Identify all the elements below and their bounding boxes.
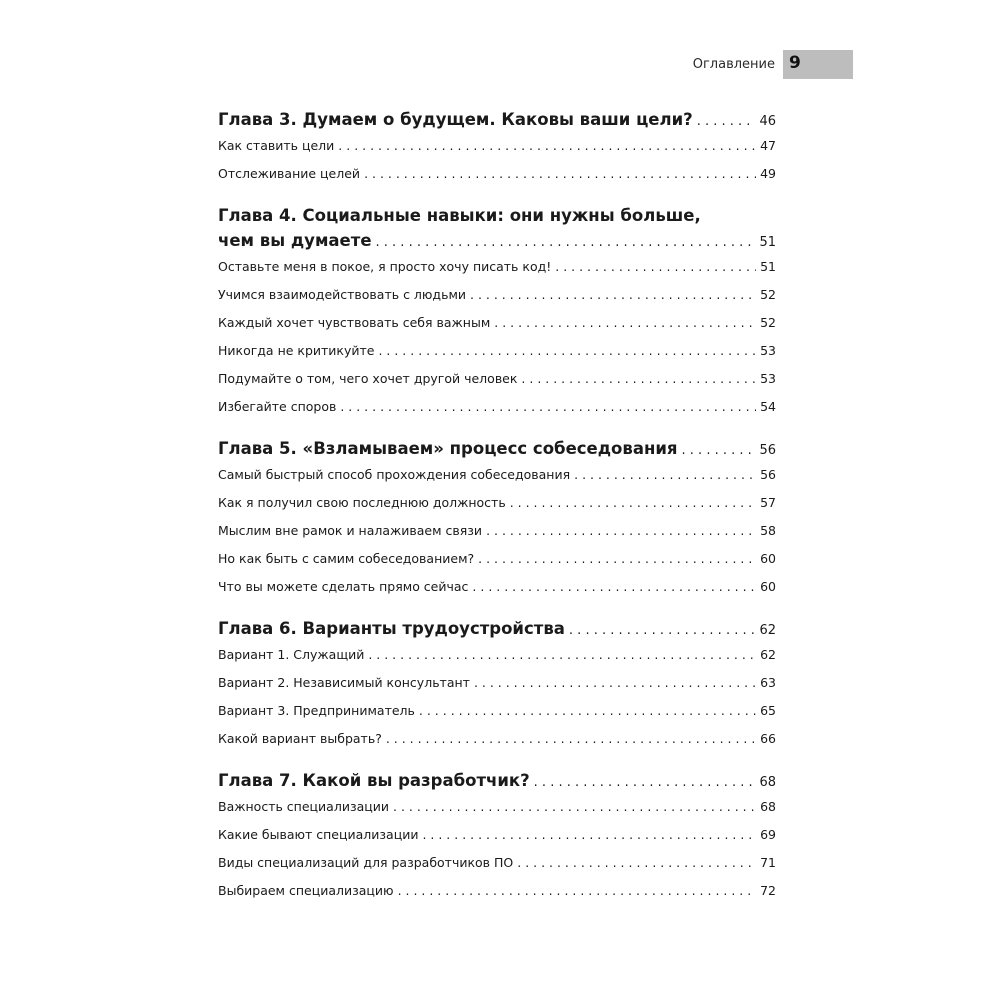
section-entry[interactable] xyxy=(218,545,776,573)
section-title: Вариант 2. Независимый консультант xyxy=(218,675,470,690)
chapter-block xyxy=(218,768,776,905)
dot-leader xyxy=(474,669,756,697)
section-page-number: 65 xyxy=(760,703,776,718)
section-entry[interactable] xyxy=(218,309,776,337)
chapter-title: Глава 6. Варианты трудоустройства xyxy=(218,619,565,638)
running-header-title: Оглавление xyxy=(692,57,775,72)
section-title: Каждый хочет чувствовать себя важным xyxy=(218,315,491,330)
section-title: Важность специализации xyxy=(218,799,390,814)
section-title: Подумайте о том, чего хочет другой человек xyxy=(218,371,518,386)
chapter-page-number: 62 xyxy=(759,623,776,638)
section-page-number: 69 xyxy=(760,827,776,842)
section-page-number: 53 xyxy=(760,371,776,386)
dot-leader xyxy=(386,725,756,753)
section-entry[interactable] xyxy=(218,281,776,309)
section-title: Избегайте споров xyxy=(218,399,337,414)
dot-leader xyxy=(378,337,756,365)
chapter-entry[interactable] xyxy=(218,768,776,793)
section-entry[interactable] xyxy=(218,517,776,545)
section-title: Какой вариант выбрать? xyxy=(218,731,382,746)
section-page-number: 51 xyxy=(760,259,776,274)
dot-leader xyxy=(682,438,756,463)
section-entry[interactable] xyxy=(218,160,776,188)
section-title: Учимся взаимодействовать с людьми xyxy=(218,287,466,302)
section-page-number: 60 xyxy=(760,551,776,566)
section-title: Но как быть с самим собеседованием? xyxy=(218,551,475,566)
page-number: 9 xyxy=(789,53,801,73)
section-title: Вариант 3. Предприниматель xyxy=(218,703,415,718)
section-entry[interactable] xyxy=(218,337,776,365)
section-title: Как я получил свою последнюю должность xyxy=(218,495,506,510)
section-page-number: 54 xyxy=(760,399,776,414)
chapter-block xyxy=(218,203,776,421)
section-title: Никогда не критикуйте xyxy=(218,343,375,358)
chapter-entry[interactable] xyxy=(218,616,776,641)
section-page-number: 68 xyxy=(760,799,776,814)
section-page-number: 60 xyxy=(760,579,776,594)
dot-leader xyxy=(338,132,756,160)
section-page-number: 49 xyxy=(760,166,776,181)
section-page-number: 57 xyxy=(760,495,776,510)
section-entry[interactable] xyxy=(218,461,776,489)
section-entry[interactable] xyxy=(218,641,776,669)
dot-leader xyxy=(472,573,756,601)
dot-leader xyxy=(422,821,756,849)
section-page-number: 66 xyxy=(760,731,776,746)
chapter-block xyxy=(218,616,776,753)
chapter-title-line1[interactable]: Глава 4. Социальные навыки: они нужны больше, xyxy=(218,206,701,225)
dot-leader xyxy=(398,877,757,905)
section-title: Какие бывают специализации xyxy=(218,827,419,842)
chapter-entry[interactable] xyxy=(218,436,776,461)
chapter-title: Глава 5. «Взламываем» процесс собеседования xyxy=(218,439,678,458)
section-entry[interactable] xyxy=(218,821,776,849)
section-title: Что вы можете сделать прямо сейчас xyxy=(218,579,469,594)
chapter-block xyxy=(218,436,776,601)
dot-leader xyxy=(368,641,756,669)
section-page-number: 72 xyxy=(760,883,776,898)
chapter-page-number: 51 xyxy=(759,235,776,250)
dot-leader xyxy=(478,545,756,573)
section-page-number: 63 xyxy=(760,675,776,690)
section-entry[interactable] xyxy=(218,877,776,905)
section-entry[interactable] xyxy=(218,725,776,753)
chapter-entry[interactable] xyxy=(218,228,776,253)
dot-leader xyxy=(521,365,756,393)
dot-leader xyxy=(574,461,756,489)
chapter-page-number: 56 xyxy=(759,443,776,458)
dot-leader xyxy=(376,230,756,255)
section-entry[interactable] xyxy=(218,132,776,160)
section-entry[interactable] xyxy=(218,573,776,601)
chapter-entry[interactable] xyxy=(218,107,776,132)
section-title: Как ставить цели xyxy=(218,138,335,153)
section-title: Вариант 1. Служащий xyxy=(218,647,365,662)
section-title: Самый быстрый способ прохождения собеседования xyxy=(218,467,571,482)
table-of-contents xyxy=(218,107,776,905)
dot-leader xyxy=(569,618,756,643)
section-entry[interactable] xyxy=(218,393,776,421)
chapter-block xyxy=(218,107,776,188)
section-entry[interactable] xyxy=(218,669,776,697)
dot-leader xyxy=(555,253,756,281)
section-page-number: 52 xyxy=(760,287,776,302)
chapter-title: чем вы думаете xyxy=(218,231,372,250)
section-page-number: 47 xyxy=(760,138,776,153)
section-page-number: 52 xyxy=(760,315,776,330)
section-entry[interactable] xyxy=(218,697,776,725)
section-title: Отслеживание целей xyxy=(218,166,361,181)
section-title: Выбираем специализацию xyxy=(218,883,394,898)
section-page-number: 58 xyxy=(760,523,776,538)
page-number-box xyxy=(783,50,853,79)
chapter-title: Глава 3. Думаем о будущем. Каковы ваши цели? xyxy=(218,110,693,129)
dot-leader xyxy=(534,770,756,795)
section-page-number: 71 xyxy=(760,855,776,870)
section-entry[interactable] xyxy=(218,253,776,281)
dot-leader xyxy=(340,393,756,421)
dot-leader xyxy=(364,160,756,188)
section-page-number: 53 xyxy=(760,343,776,358)
section-page-number: 56 xyxy=(760,467,776,482)
dot-leader xyxy=(486,517,756,545)
dot-leader xyxy=(510,489,756,517)
chapter-page-number: 46 xyxy=(759,114,776,129)
dot-leader xyxy=(419,697,756,725)
running-header xyxy=(0,50,853,79)
dot-leader xyxy=(393,793,756,821)
section-entry[interactable] xyxy=(218,489,776,517)
chapter-page-number: 68 xyxy=(759,775,776,790)
dot-leader xyxy=(517,849,756,877)
dot-leader xyxy=(494,309,756,337)
section-entry[interactable] xyxy=(218,793,776,821)
dot-leader xyxy=(697,109,756,134)
section-entry[interactable] xyxy=(218,849,776,877)
section-title: Мыслим вне рамок и налаживаем связи xyxy=(218,523,483,538)
section-title: Виды специализаций для разработчиков ПО xyxy=(218,855,514,870)
section-page-number: 62 xyxy=(760,647,776,662)
chapter-title: Глава 7. Какой вы разработчик? xyxy=(218,771,530,790)
dot-leader xyxy=(470,281,756,309)
section-title: Оставьте меня в покое, я просто хочу писать код! xyxy=(218,259,552,274)
section-entry[interactable] xyxy=(218,365,776,393)
